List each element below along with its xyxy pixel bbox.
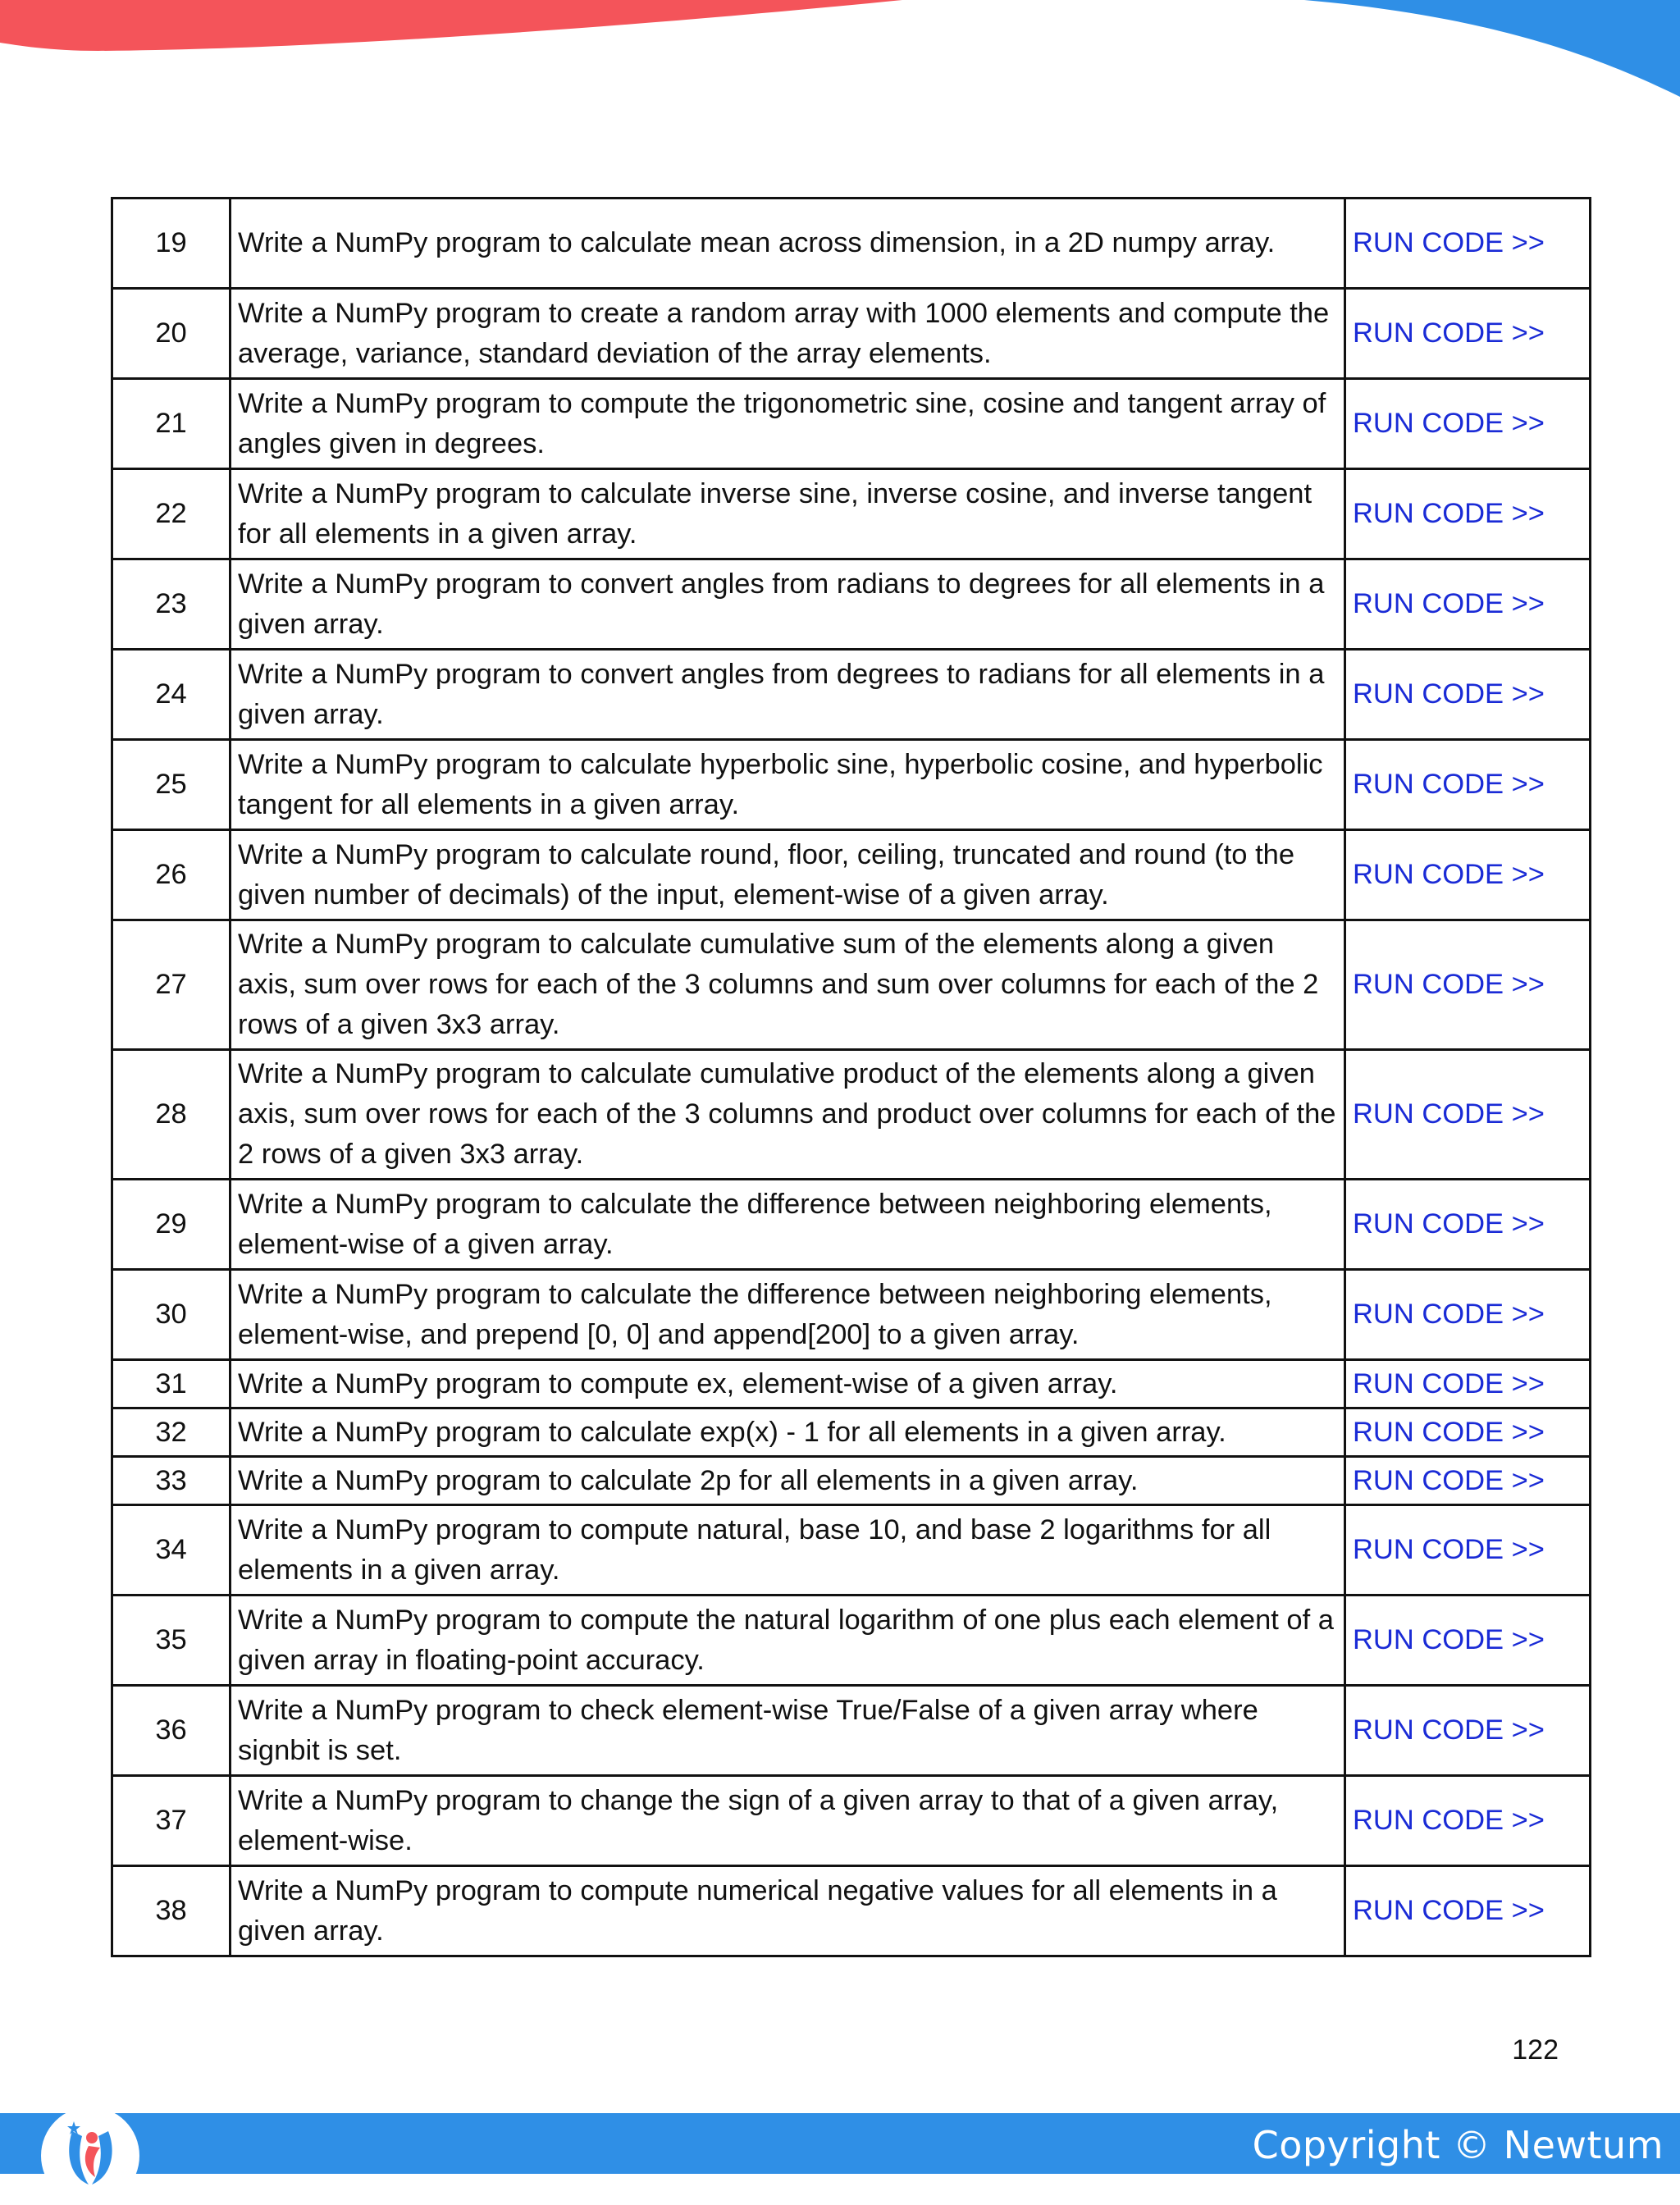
- exercise-number: 25: [112, 740, 231, 830]
- run-code-link[interactable]: RUN CODE >>: [1345, 1180, 1591, 1270]
- exercise-number: 31: [112, 1360, 231, 1408]
- table-row: [112, 1050, 1591, 1180]
- exercise-description: Write a NumPy program to change the sign of a given array to that of a given array, element-wise.: [231, 1776, 1345, 1866]
- run-code-link[interactable]: RUN CODE >>: [1345, 379, 1591, 469]
- exercise-number: 20: [112, 289, 231, 379]
- run-code-link[interactable]: RUN CODE >>: [1345, 830, 1591, 920]
- table-row: [112, 1596, 1591, 1686]
- copyright-text: Copyright © Newtum: [1252, 2123, 1664, 2167]
- table-row: [112, 1686, 1591, 1776]
- exercise-description: Write a NumPy program to calculate round, floor, ceiling, truncated and round (to the given number of decimals) of the input, element-wise of a given array.: [231, 830, 1345, 920]
- exercise-number: 26: [112, 830, 231, 920]
- table-row: [112, 199, 1591, 289]
- run-code-link[interactable]: RUN CODE >>: [1345, 1866, 1591, 1956]
- exercise-number: 23: [112, 559, 231, 650]
- exercise-number: 34: [112, 1505, 231, 1596]
- top-decorative-waves: [0, 0, 1680, 107]
- exercise-description: Write a NumPy program to calculate hyperbolic sine, hyperbolic cosine, and hyperbolic tangent for all elements in a given array.: [231, 740, 1345, 830]
- exercise-description: Write a NumPy program to calculate cumulative product of the elements along a given axis, sum over rows for each of the 3 columns and product over columns for each of the 2 rows of a given 3x3 array.: [231, 1050, 1345, 1180]
- run-code-link[interactable]: RUN CODE >>: [1345, 1270, 1591, 1360]
- exercise-number: 35: [112, 1596, 231, 1686]
- table-row: [112, 559, 1591, 650]
- run-code-link[interactable]: RUN CODE >>: [1345, 1505, 1591, 1596]
- table-row: [112, 469, 1591, 559]
- exercise-description: Write a NumPy program to convert angles from radians to degrees for all elements in a given array.: [231, 559, 1345, 650]
- run-code-link[interactable]: RUN CODE >>: [1345, 559, 1591, 650]
- exercise-description: Write a NumPy program to calculate the difference between neighboring elements, element-wise, and prepend [0, 0] and append[200] to a given array.: [231, 1270, 1345, 1360]
- table-row: [112, 1457, 1591, 1505]
- exercise-description: Write a NumPy program to compute the natural logarithm of one plus each element of a given array in floating-point accuracy.: [231, 1596, 1345, 1686]
- newtum-logo-icon: [41, 2107, 139, 2205]
- run-code-link[interactable]: RUN CODE >>: [1345, 1050, 1591, 1180]
- exercise-number: 37: [112, 1776, 231, 1866]
- table-row: [112, 830, 1591, 920]
- table-row: [112, 1408, 1591, 1457]
- exercise-description: Write a NumPy program to calculate mean across dimension, in a 2D numpy array.: [231, 199, 1345, 289]
- run-code-link[interactable]: RUN CODE >>: [1345, 1408, 1591, 1457]
- table-row: [112, 1180, 1591, 1270]
- table-row: [112, 650, 1591, 740]
- exercise-description: Write a NumPy program to calculate inverse sine, inverse cosine, and inverse tangent for all elements in a given array.: [231, 469, 1345, 559]
- table-row: [112, 740, 1591, 830]
- exercise-description: Write a NumPy program to calculate cumulative sum of the elements along a given axis, sum over rows for each of the 3 columns and sum over columns for each of the 2 rows of a given 3x3 array.: [231, 920, 1345, 1050]
- run-code-link[interactable]: RUN CODE >>: [1345, 289, 1591, 379]
- exercise-description: Write a NumPy program to calculate 2p for all elements in a given array.: [231, 1457, 1345, 1505]
- exercise-number: 24: [112, 650, 231, 740]
- exercise-description: Write a NumPy program to compute natural, base 10, and base 2 logarithms for all elements in a given array.: [231, 1505, 1345, 1596]
- table-row: [112, 289, 1591, 379]
- page-number: 122: [1512, 2034, 1559, 2066]
- exercise-number: 27: [112, 920, 231, 1050]
- table-row: [112, 1270, 1591, 1360]
- exercise-number: 29: [112, 1180, 231, 1270]
- exercise-description: Write a NumPy program to check element-wise True/False of a given array where signbit is set.: [231, 1686, 1345, 1776]
- exercise-number: 28: [112, 1050, 231, 1180]
- run-code-link[interactable]: RUN CODE >>: [1345, 1776, 1591, 1866]
- run-code-link[interactable]: RUN CODE >>: [1345, 740, 1591, 830]
- exercise-description: Write a NumPy program to compute ex, element-wise of a given array.: [231, 1360, 1345, 1408]
- table-row: [112, 1776, 1591, 1866]
- exercise-description: Write a NumPy program to calculate the difference between neighboring elements, element-wise of a given array.: [231, 1180, 1345, 1270]
- exercise-number: 22: [112, 469, 231, 559]
- table-row: [112, 1866, 1591, 1956]
- exercise-number: 30: [112, 1270, 231, 1360]
- run-code-link[interactable]: RUN CODE >>: [1345, 920, 1591, 1050]
- table-row: [112, 920, 1591, 1050]
- table-row: [112, 1505, 1591, 1596]
- run-code-link[interactable]: RUN CODE >>: [1345, 199, 1591, 289]
- exercise-description: Write a NumPy program to create a random array with 1000 elements and compute the average, variance, standard deviation of the array elements.: [231, 289, 1345, 379]
- exercise-number: 19: [112, 199, 231, 289]
- exercise-number: 32: [112, 1408, 231, 1457]
- run-code-link[interactable]: RUN CODE >>: [1345, 1596, 1591, 1686]
- table-row: [112, 1360, 1591, 1408]
- exercise-number: 21: [112, 379, 231, 469]
- exercise-description: Write a NumPy program to compute numerical negative values for all elements in a given array.: [231, 1866, 1345, 1956]
- exercise-description: Write a NumPy program to compute the trigonometric sine, cosine and tangent array of angles given in degrees.: [231, 379, 1345, 469]
- table-row: [112, 379, 1591, 469]
- run-code-link[interactable]: RUN CODE >>: [1345, 1457, 1591, 1505]
- run-code-link[interactable]: RUN CODE >>: [1345, 1686, 1591, 1776]
- run-code-link[interactable]: RUN CODE >>: [1345, 1360, 1591, 1408]
- exercise-number: 38: [112, 1866, 231, 1956]
- exercise-table: [111, 197, 1591, 1957]
- run-code-link[interactable]: RUN CODE >>: [1345, 650, 1591, 740]
- run-code-link[interactable]: RUN CODE >>: [1345, 469, 1591, 559]
- exercise-description: Write a NumPy program to convert angles from degrees to radians for all elements in a given array.: [231, 650, 1345, 740]
- exercise-number: 33: [112, 1457, 231, 1505]
- exercise-description: Write a NumPy program to calculate exp(x) - 1 for all elements in a given array.: [231, 1408, 1345, 1457]
- exercise-number: 36: [112, 1686, 231, 1776]
